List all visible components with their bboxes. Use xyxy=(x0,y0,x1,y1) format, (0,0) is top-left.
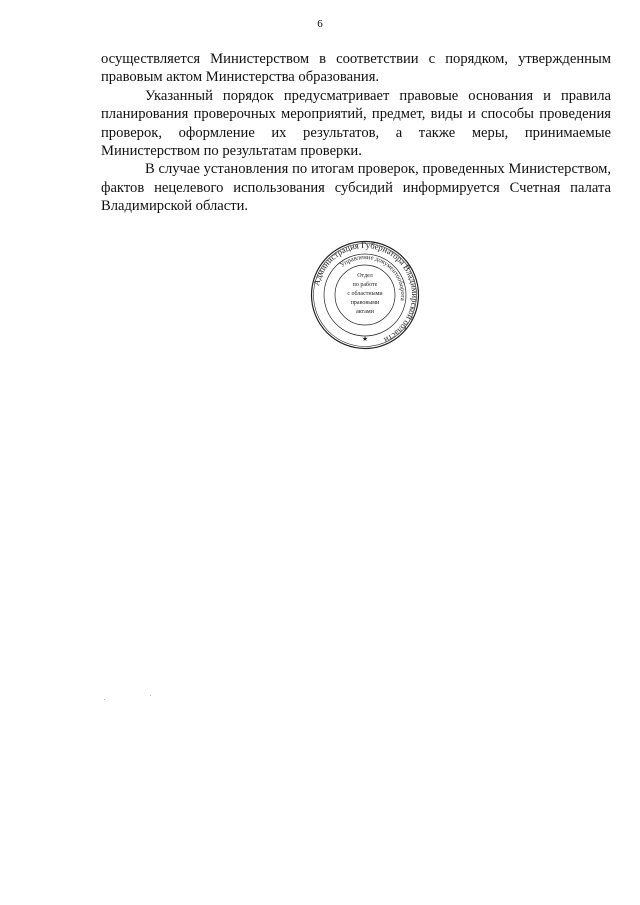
stamp-center-line-4: правовыми xyxy=(350,300,380,306)
official-stamp xyxy=(310,240,420,350)
scan-speck xyxy=(104,699,105,700)
stamp-outer-text: Администрация Губернатора Владимирской области xyxy=(310,240,420,346)
paragraph-2: Указанный порядок предусматривает правовые основания и правила планирования проверочных мероприятий, предмет, виды и способы проведения проверок, оформление их результатов, а также меры, принимаемые Министерством по результатам проверки. xyxy=(101,87,611,160)
scan-speck xyxy=(150,695,151,696)
stamp-center-line-2: по работе xyxy=(352,282,378,288)
stamp-center-line-5: актами xyxy=(356,309,374,315)
document-body xyxy=(101,50,611,216)
stamp-center-line-3: с областными xyxy=(347,291,383,297)
stamp-seal-icon xyxy=(310,240,420,350)
stamp-center-line-1: Отдел xyxy=(357,273,373,279)
paragraph-1: осуществляется Министерством в соответствии с порядком, утвержденным правовым актом Министерства образования. xyxy=(101,51,611,86)
paragraph-3: В случае установления по итогам проверок, проведенных Министерством, фактов нецелевого использования субсидий информируется Счетная палата Владимирской области. xyxy=(101,161,611,215)
stamp-star-icon: ★ xyxy=(361,335,369,343)
page-number: 6 xyxy=(317,18,323,30)
stamp-inner-text: Управление документооборота xyxy=(339,253,407,302)
